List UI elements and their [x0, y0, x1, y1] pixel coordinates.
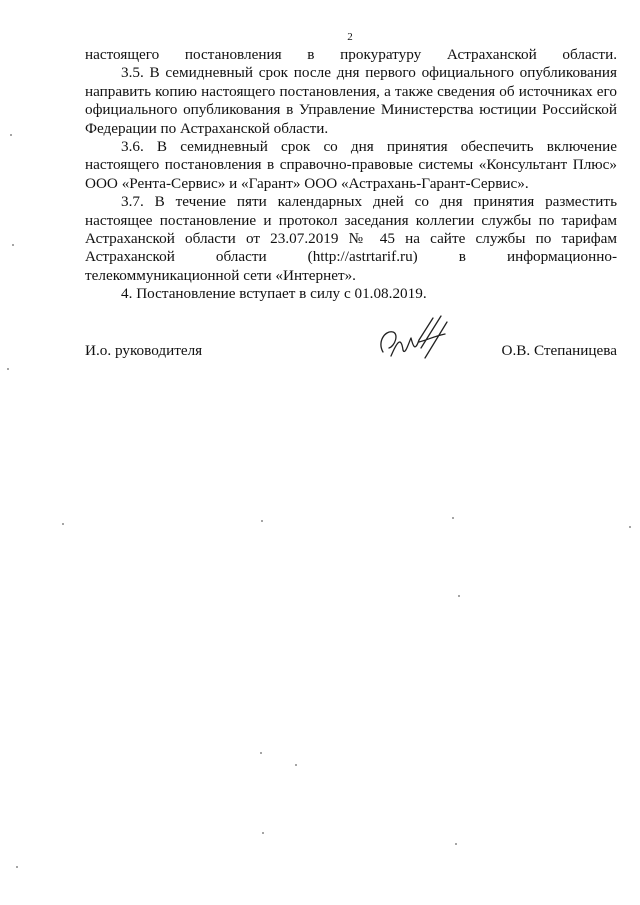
scan-speck	[10, 134, 12, 136]
scan-speck	[16, 866, 18, 868]
scan-speck	[262, 832, 264, 834]
signature-row	[85, 336, 617, 376]
scan-speck	[455, 843, 457, 845]
scan-speck	[7, 368, 9, 370]
scan-speck	[261, 520, 263, 522]
paragraph-4: 4. Постановление вступает в силу с 01.08.2019.	[121, 285, 427, 303]
signatory-name: О.В. Степаницева	[501, 342, 617, 359]
page-number: 2	[347, 31, 353, 43]
paragraph-continuation: настоящего постановления в прокуратуру Астраханской области.	[85, 46, 617, 63]
document-body	[85, 46, 617, 304]
scan-speck	[295, 764, 297, 766]
paragraph-3-5: 3.5. В семидневный срок после дня первого официального опубликования направить копию настоящего постановления, а также сведения об источниках его официального опубликования в Управление Министерства юстиции Российской Федерации по Астраханской области.	[85, 64, 617, 137]
scan-speck	[260, 752, 262, 754]
scan-speck	[12, 244, 14, 246]
scan-speck	[629, 526, 631, 528]
scan-speck	[62, 523, 64, 525]
paragraph-3-6: 3.6. В семидневный срок со дня принятия обеспечить включение настоящего постановления в справочно-правовые системы «Консультант Плюс» ООО «Рента-Сервис» и «Гарант» ООО «Астрахань-Гарант-Сервис».	[85, 138, 617, 192]
scan-speck	[458, 595, 460, 597]
signatory-position: И.о. руководителя	[85, 342, 203, 359]
scan-speck	[452, 517, 454, 519]
paragraph-3-7: 3.7. В течение пяти календарных дней со дня принятия разместить настоящее постановление и протокол заседания коллегии службы по тарифам Астраханской области от 23.07.2019 № 45 на сайте службы по тарифам Астраханской области (http://astrtarif.ru) в информационно-телекоммуникационной сети «Интернет».	[85, 193, 617, 284]
